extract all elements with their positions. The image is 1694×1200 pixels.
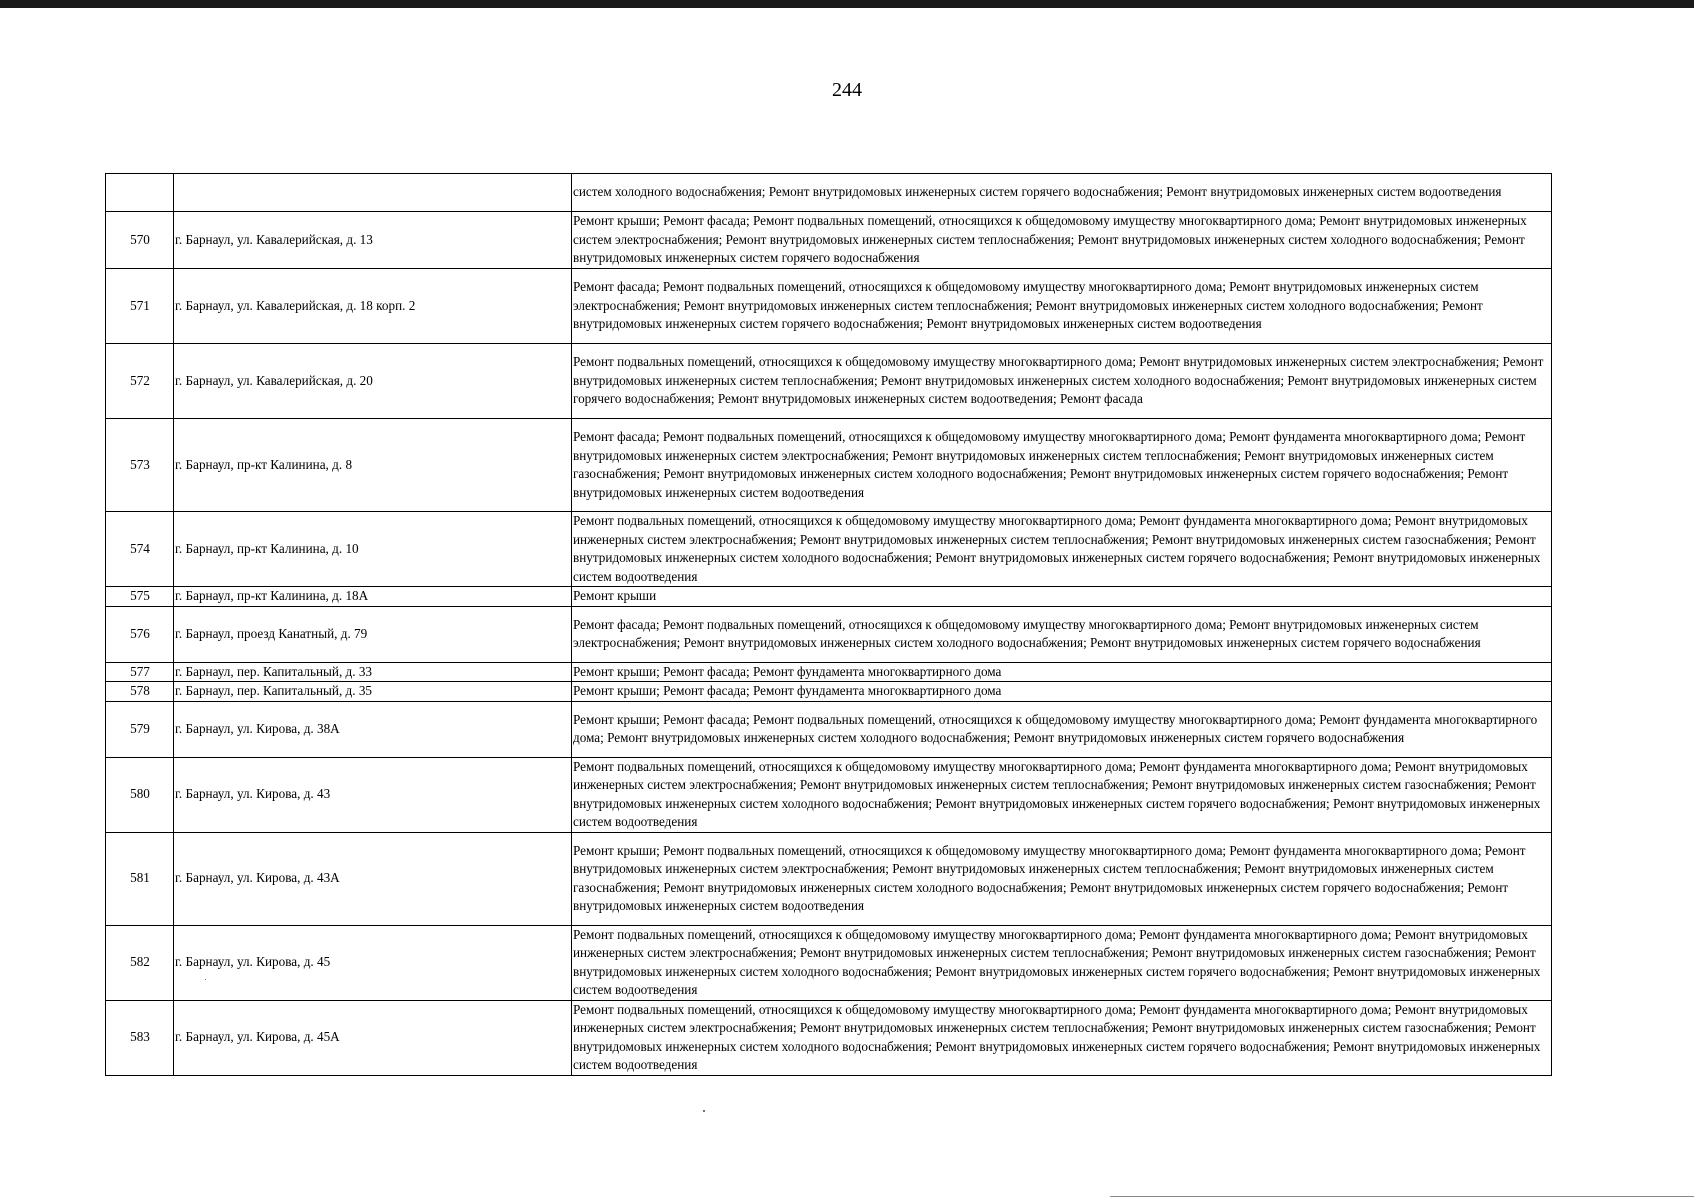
repair-works: Ремонт крыши; Ремонт фасада; Ремонт фундамента многоквартирного дома (572, 682, 1552, 702)
house-address: г. Барнаул, пр-кт Калинина, д. 18А (174, 587, 572, 607)
house-address: г. Барнаул, ул. Кирова, д. 43А (174, 832, 572, 925)
repair-works: Ремонт крыши; Ремонт фасада; Ремонт фундамента многоквартирного дома (572, 662, 1552, 682)
scan-top-edge (0, 0, 1694, 8)
repair-works: Ремонт фасада; Ремонт подвальных помещений, относящихся к общедомовому имуществу многоквартирного дома; Ремонт фундамента многоквартирного дома; Ремонт внутридомовых инженерных систем электроснабжения; Ремонт внутридомовых инженерных систем теплоснабжения; Ремонт внутридомовых инженерных систем газоснабжения; Ремонт внутридомовых инженерных систем холодного водоснабжения; Ремонт внутридомовых инженерных систем горячего водоснабжения; Ремонт внутридомовых инженерных систем водоотведения (572, 419, 1552, 512)
repair-works: Ремонт подвальных помещений, относящихся к общедомовому имуществу многоквартирного дома; Ремонт фундамента многоквартирного дома; Ремонт внутридомовых инженерных систем электроснабжения; Ремонт внутридомовых инженерных систем теплоснабжения; Ремонт внутридомовых инженерных систем газоснабжения; Ремонт внутридомовых инженерных систем холодного водоснабжения; Ремонт внутридомовых инженерных систем горячего водоснабжения; Ремонт внутридомовых инженерных систем водоотведения (572, 757, 1552, 832)
house-address: г. Барнаул, ул. Кирова, д. 38А (174, 701, 572, 757)
row-number: 582 (106, 925, 174, 1000)
repair-works: Ремонт крыши; Ремонт фасада; Ремонт подвальных помещений, относящихся к общедомовому имуществу многоквартирного дома; Ремонт фундамента многоквартирного дома; Ремонт внутридомовых инженерных систем холодного водоснабжения; Ремонт внутридомовых инженерных систем горячего водоснабжения (572, 701, 1552, 757)
row-number: 576 (106, 606, 174, 662)
table-body (106, 174, 1552, 1076)
table-row (106, 512, 1552, 587)
table-row (106, 662, 1552, 682)
row-number: 571 (106, 269, 174, 344)
row-number (106, 174, 174, 212)
scan-bottom-mark (1110, 1196, 1694, 1197)
row-number: 581 (106, 832, 174, 925)
house-address: г. Барнаул, ул. Кавалерийская, д. 18 корп. 2 (174, 269, 572, 344)
table-row (106, 587, 1552, 607)
repair-works: Ремонт подвальных помещений, относящихся к общедомовому имуществу многоквартирного дома; Ремонт внутридомовых инженерных систем электроснабжения; Ремонт внутридомовых инженерных систем теплоснабжения; Ремонт внутридомовых инженерных систем холодного водоснабжения; Ремонт внутридомовых инженерных систем горячего водоснабжения; Ремонт внутридомовых инженерных систем водоотведения; Ремонт фасада (572, 344, 1552, 419)
scan-speck (205, 979, 206, 980)
repair-works: Ремонт крыши; Ремонт подвальных помещений, относящихся к общедомовому имуществу многоквартирного дома; Ремонт фундамента многоквартирного дома; Ремонт внутридомовых инженерных систем электроснабжения; Ремонт внутридомовых инженерных систем теплоснабжения; Ремонт внутридомовых инженерных систем газоснабжения; Ремонт внутридомовых инженерных систем холодного водоснабжения; Ремонт внутридомовых инженерных систем горячего водоснабжения; Ремонт внутридомовых инженерных систем водоотведения (572, 832, 1552, 925)
table-row (106, 1000, 1552, 1075)
table-row (106, 344, 1552, 419)
repair-works: Ремонт крыши (572, 587, 1552, 607)
table-row (106, 212, 1552, 269)
table-row (106, 606, 1552, 662)
row-number: 570 (106, 212, 174, 269)
house-address: г. Барнаул, ул. Кавалерийская, д. 13 (174, 212, 572, 269)
housing-repair-table (105, 173, 1552, 1076)
repair-works: Ремонт подвальных помещений, относящихся к общедомовому имуществу многоквартирного дома; Ремонт фундамента многоквартирного дома; Ремонт внутридомовых инженерных систем электроснабжения; Ремонт внутридомовых инженерных систем теплоснабжения; Ремонт внутридомовых инженерных систем газоснабжения; Ремонт внутридомовых инженерных систем холодного водоснабжения; Ремонт внутридомовых инженерных систем горячего водоснабжения; Ремонт внутридомовых инженерных систем водоотведения (572, 925, 1552, 1000)
table-row (106, 174, 1552, 212)
house-address: г. Барнаул, пр-кт Калинина, д. 8 (174, 419, 572, 512)
house-address: г. Барнаул, проезд Канатный, д. 79 (174, 606, 572, 662)
row-number: 578 (106, 682, 174, 702)
row-number: 583 (106, 1000, 174, 1075)
row-number: 574 (106, 512, 174, 587)
repair-works: систем холодного водоснабжения; Ремонт внутридомовых инженерных систем горячего водоснабжения; Ремонт внутридомовых инженерных систем водоотведения (572, 174, 1552, 212)
table-row (106, 682, 1552, 702)
table-row (106, 701, 1552, 757)
row-number: 580 (106, 757, 174, 832)
house-address (174, 174, 572, 212)
house-address: г. Барнаул, пер. Капитальный, д. 33 (174, 662, 572, 682)
table-row (106, 419, 1552, 512)
repair-works: Ремонт подвальных помещений, относящихся к общедомовому имуществу многоквартирного дома; Ремонт фундамента многоквартирного дома; Ремонт внутридомовых инженерных систем электроснабжения; Ремонт внутридомовых инженерных систем теплоснабжения; Ремонт внутридомовых инженерных систем газоснабжения; Ремонт внутридомовых инженерных систем холодного водоснабжения; Ремонт внутридомовых инженерных систем горячего водоснабжения; Ремонт внутридомовых инженерных систем водоотведения (572, 512, 1552, 587)
house-address: г. Барнаул, пр-кт Калинина, д. 10 (174, 512, 572, 587)
table-row (106, 757, 1552, 832)
row-number: 579 (106, 701, 174, 757)
page-number: 244 (832, 79, 862, 101)
row-number: 572 (106, 344, 174, 419)
row-number: 575 (106, 587, 174, 607)
house-address: г. Барнаул, пер. Капитальный, д. 35 (174, 682, 572, 702)
house-address: г. Барнаул, ул. Кирова, д. 45А (174, 1000, 572, 1075)
house-address: г. Барнаул, ул. Кавалерийская, д. 20 (174, 344, 572, 419)
row-number: 573 (106, 419, 174, 512)
scan-speck (703, 1110, 705, 1112)
row-number: 577 (106, 662, 174, 682)
repair-works: Ремонт подвальных помещений, относящихся к общедомовому имуществу многоквартирного дома; Ремонт фундамента многоквартирного дома; Ремонт внутридомовых инженерных систем электроснабжения; Ремонт внутридомовых инженерных систем теплоснабжения; Ремонт внутридомовых инженерных систем газоснабжения; Ремонт внутридомовых инженерных систем холодного водоснабжения; Ремонт внутридомовых инженерных систем горячего водоснабжения; Ремонт внутридомовых инженерных систем водоотведения (572, 1000, 1552, 1075)
table-row (106, 269, 1552, 344)
repair-works: Ремонт крыши; Ремонт фасада; Ремонт подвальных помещений, относящихся к общедомовому имуществу многоквартирного дома; Ремонт внутридомовых инженерных систем электроснабжения; Ремонт внутридомовых инженерных систем теплоснабжения; Ремонт внутридомовых инженерных систем холодного водоснабжения; Ремонт внутридомовых инженерных систем горячего водоснабжения (572, 212, 1552, 269)
repair-works: Ремонт фасада; Ремонт подвальных помещений, относящихся к общедомовому имуществу многоквартирного дома; Ремонт внутридомовых инженерных систем электроснабжения; Ремонт внутридомовых инженерных систем холодного водоснабжения; Ремонт внутридомовых инженерных систем горячего водоснабжения (572, 606, 1552, 662)
repair-works: Ремонт фасада; Ремонт подвальных помещений, относящихся к общедомовому имуществу многоквартирного дома; Ремонт внутридомовых инженерных систем электроснабжения; Ремонт внутридомовых инженерных систем теплоснабжения; Ремонт внутридомовых инженерных систем холодного водоснабжения; Ремонт внутридомовых инженерных систем горячего водоснабжения; Ремонт внутридомовых инженерных систем водоотведения (572, 269, 1552, 344)
table-row (106, 832, 1552, 925)
table-row (106, 925, 1552, 1000)
house-address: г. Барнаул, ул. Кирова, д. 45 (174, 925, 572, 1000)
house-address: г. Барнаул, ул. Кирова, д. 43 (174, 757, 572, 832)
